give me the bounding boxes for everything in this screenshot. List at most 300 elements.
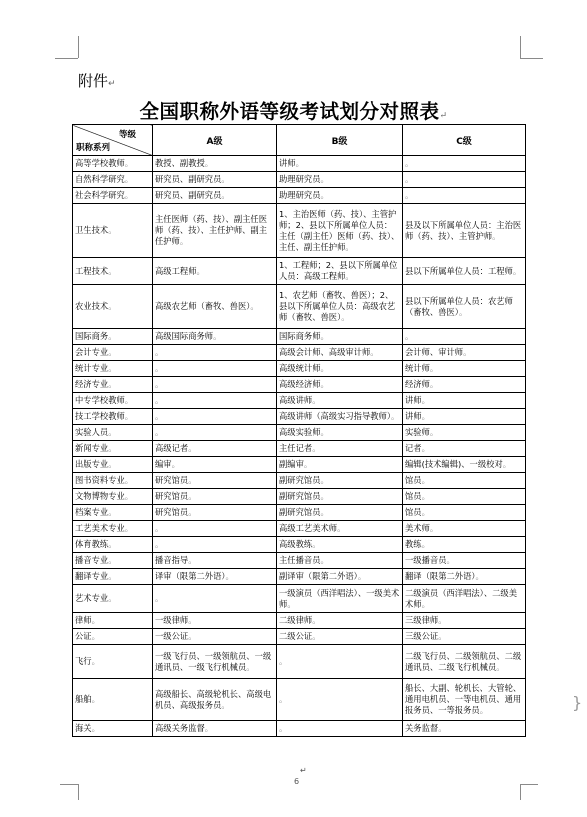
cell-series — [73, 329, 153, 345]
cell-text: 研究馆员 — [155, 491, 189, 501]
cell-c — [403, 613, 526, 629]
table-row — [73, 473, 526, 489]
cell-end-mark: 。 — [405, 174, 414, 184]
cell-end-mark: 。 — [91, 723, 100, 733]
cell-end-mark: 。 — [320, 475, 329, 485]
cell-end-mark: 。 — [155, 411, 164, 421]
cell-text: 艺术专业 — [75, 593, 109, 603]
cell-text: 经济专业 — [75, 379, 109, 389]
cell-text: 船舶 — [75, 694, 92, 704]
cell-text: 二级飞行员、二级领航员、二级通讯员、二级飞行机械员 — [405, 650, 522, 672]
table-row — [73, 329, 526, 345]
cell-text: 副研究馆员 — [279, 475, 321, 485]
cell-text: 高级关务监督 — [155, 723, 205, 733]
cell-text: 农业技术 — [75, 301, 109, 311]
page-number: 6 — [294, 777, 300, 786]
cell-text: 研究馆员 — [155, 507, 189, 517]
cell-b — [277, 361, 403, 377]
cell-a — [153, 521, 277, 537]
cell-text: 讲师 — [405, 395, 422, 405]
cell-end-mark: 。 — [155, 539, 164, 549]
cell-b — [277, 629, 403, 645]
attachment-text: 附件 — [78, 72, 109, 90]
cell-series — [73, 457, 153, 473]
cell-end-mark: 。 — [295, 158, 304, 168]
cell-end-mark: 。 — [279, 694, 288, 704]
cell-a — [153, 172, 277, 188]
cell-text: 县以下所属单位人员：农艺师（畜牧、兽医） — [405, 295, 513, 317]
cell-text: 高级会计师、高级审计师 — [279, 347, 371, 357]
cell-b — [277, 721, 403, 737]
cell-end-mark: 。 — [341, 312, 350, 322]
cell-text: 卫生技术 — [75, 225, 109, 235]
cell-text: 中专学校教师 — [75, 395, 125, 405]
cell-text: 实验人员 — [75, 427, 109, 437]
table-row — [73, 204, 526, 258]
cell-c — [403, 721, 526, 737]
cell-text: 一级飞行员、一级领航员、一级通讯员、一级飞行机械员 — [155, 650, 272, 672]
cell-a — [153, 188, 277, 204]
cell-b — [277, 393, 403, 409]
cell-end-mark: 。 — [91, 656, 100, 666]
cell-end-mark: 。 — [155, 427, 164, 437]
cell-text: 美术师 — [405, 523, 430, 533]
cell-end-mark: 。 — [357, 571, 367, 581]
cell-text: 图书资料专业 — [75, 475, 125, 485]
paragraph-mark: ↵ — [108, 79, 116, 89]
cell-end-mark: 。 — [312, 443, 321, 453]
cell-b — [277, 156, 403, 172]
title-paragraph-mark: ↵ — [439, 111, 448, 121]
cell-end-mark: 。 — [155, 379, 164, 389]
crop-mark-top-left-v — [78, 36, 79, 58]
cell-end-mark: 。 — [320, 331, 329, 341]
cell-b — [277, 537, 403, 553]
cell-b — [277, 345, 403, 361]
cell-b — [277, 409, 403, 425]
cell-end-mark: 。 — [492, 230, 501, 241]
cell-b — [277, 258, 403, 285]
cell-end-mark: 。 — [108, 539, 117, 549]
cell-text: 研究员、副研究员 — [155, 174, 222, 184]
cell-text: 主任播音员 — [279, 555, 321, 565]
cell-a — [153, 645, 277, 679]
cell-end-mark: 。 — [312, 539, 321, 549]
cell-end-mark: 。 — [475, 571, 484, 581]
cell-end-mark: 。 — [225, 571, 234, 581]
cell-end-mark: 。 — [108, 301, 117, 311]
cell-end-mark: 。 — [221, 190, 230, 200]
cell-end-mark: 。 — [108, 363, 117, 373]
cell-text: 副编审 — [279, 459, 304, 469]
table-row — [73, 629, 526, 645]
cell-end-mark: 。 — [345, 241, 354, 252]
cell-end-mark: 。 — [188, 555, 197, 565]
cell-text: 县及以下所属单位人员：主治医师（药、技）、主管护师 — [405, 219, 522, 241]
cell-end-mark: 。 — [320, 427, 329, 437]
cell-end-mark: 。 — [479, 705, 488, 715]
table-row — [73, 285, 526, 329]
cell-c — [403, 569, 526, 585]
cell-end-mark: 。 — [405, 190, 414, 200]
cell-text: 1、农艺师（畜牧、兽医）；2、县以下所属单位人员：高级农艺师（畜牧、兽医） — [279, 290, 396, 322]
cell-end-mark: 。 — [188, 443, 197, 453]
cell-b — [277, 521, 403, 537]
cell-end-mark: 。 — [108, 555, 117, 565]
cell-text: 一级律师 — [155, 615, 189, 625]
cell-text: 高级船长、高级轮机长、高级电机员、高级报务员 — [155, 688, 272, 710]
cell-end-mark: 。 — [124, 190, 134, 200]
cell-end-mark: 。 — [108, 427, 117, 437]
cell-text: 研究员、副研究员 — [155, 190, 222, 200]
crop-mark-bottom-left-h — [60, 784, 78, 785]
cell-text: 馆员 — [405, 491, 422, 501]
cell-text: 国际商务 — [75, 331, 109, 341]
cell-series — [73, 473, 153, 489]
cell-a — [153, 457, 277, 473]
cell-a — [153, 679, 277, 721]
cell-text: 律师 — [75, 615, 92, 625]
cell-a — [153, 285, 277, 329]
cell-a — [153, 204, 277, 258]
cell-end-mark: 。 — [312, 631, 321, 641]
cell-b — [277, 329, 403, 345]
cell-end-mark: 。 — [188, 631, 197, 641]
cell-text: 副研究馆员 — [279, 491, 321, 501]
cell-text: 主任记者 — [279, 443, 313, 453]
cell-series — [73, 489, 153, 505]
cell-text: 编审 — [155, 459, 172, 469]
cell-c — [403, 553, 526, 569]
table-row — [73, 679, 526, 721]
cell-text: 国际商务师 — [279, 331, 321, 341]
cell-text: 高级记者 — [155, 443, 189, 453]
cell-end-mark: 。 — [421, 539, 430, 549]
cell-series — [73, 345, 153, 361]
cell-series — [73, 613, 153, 629]
cell-end-mark: 。 — [91, 631, 100, 641]
cell-series — [73, 505, 153, 521]
cell-end-mark: 。 — [320, 555, 329, 565]
cell-c — [403, 489, 526, 505]
cell-end-mark: 。 — [108, 265, 117, 276]
cell-series — [73, 425, 153, 441]
cell-c — [403, 377, 526, 393]
cell-end-mark: 。 — [312, 615, 321, 625]
cell-text: 二级律师 — [279, 615, 313, 625]
attachment-label — [78, 70, 116, 91]
cell-c — [403, 156, 526, 172]
cell-text: 讲师 — [405, 411, 422, 421]
cell-text: 记者 — [405, 443, 422, 453]
cell-a — [153, 409, 277, 425]
cell-end-mark: 。 — [421, 443, 430, 453]
cell-b — [277, 204, 403, 258]
table-row — [73, 505, 526, 521]
header-diagonal-cell — [73, 125, 153, 156]
cell-c — [403, 645, 526, 679]
table-row — [73, 645, 526, 679]
table-row — [73, 425, 526, 441]
cell-text: 高级实验师 — [279, 427, 321, 437]
title-text: 全国职称外语等级考试划分对照表 — [139, 100, 440, 123]
cell-series — [73, 537, 153, 553]
cell-end-mark: 。 — [405, 158, 414, 168]
cell-end-mark: 。 — [496, 661, 505, 672]
cell-text: 一级播音员 — [405, 555, 447, 565]
table-row — [73, 569, 526, 585]
crop-mark-top-right-h — [520, 58, 543, 59]
cell-text: 译审（限第二外语） — [155, 571, 226, 581]
header-col-a: A级 — [153, 125, 277, 156]
cell-end-mark: 。 — [196, 265, 205, 276]
cell-end-mark: 。 — [512, 265, 522, 276]
cell-end-mark: 。 — [345, 271, 354, 281]
cell-c — [403, 188, 526, 204]
cell-b — [277, 172, 403, 188]
cell-text: 助理研究员 — [279, 190, 321, 200]
cell-text: 体育教练 — [75, 539, 109, 549]
cell-end-mark: 。 — [320, 507, 329, 517]
cell-a — [153, 258, 277, 285]
cell-c — [403, 393, 526, 409]
cell-text: 海关 — [75, 723, 92, 733]
cell-a — [153, 377, 277, 393]
cell-a — [153, 721, 277, 737]
cell-end-mark: 。 — [91, 694, 100, 704]
table-row — [73, 393, 526, 409]
header-col-c: C级 — [403, 125, 526, 156]
cell-a — [153, 505, 277, 521]
cell-series — [73, 361, 153, 377]
cell-text: 实验师 — [405, 427, 430, 437]
cell-c — [403, 441, 526, 457]
cell-a — [153, 473, 277, 489]
table-row — [73, 457, 526, 473]
cell-b — [277, 613, 403, 629]
cell-end-mark: 。 — [421, 475, 430, 485]
cell-end-mark: 。 — [429, 363, 439, 373]
cell-c — [403, 258, 526, 285]
cell-text: 关务监督 — [405, 723, 439, 733]
cell-b — [277, 457, 403, 473]
cell-end-mark: 。 — [155, 395, 164, 405]
cell-series — [73, 393, 153, 409]
cell-end-mark: 。 — [108, 225, 117, 235]
cell-a — [153, 393, 277, 409]
cell-text: 讲师 — [279, 158, 296, 168]
table-row — [73, 721, 526, 737]
cell-end-mark: 。 — [124, 174, 134, 184]
cell-end-mark: 。 — [421, 507, 430, 517]
cell-end-mark: 。 — [250, 301, 259, 311]
table-row — [73, 441, 526, 457]
cell-end-mark: 。 — [429, 379, 439, 389]
cell-end-mark: 。 — [320, 491, 329, 501]
cell-end-mark: 。 — [279, 723, 288, 733]
cell-b — [277, 505, 403, 521]
header-col-b: B级 — [277, 125, 403, 156]
cell-end-mark: 。 — [421, 598, 430, 609]
cell-text: 播音专业 — [75, 555, 109, 565]
cell-end-mark: 。 — [370, 347, 379, 357]
cell-text: 公证 — [75, 631, 92, 641]
cell-text: 主任医师（药、技）、副主任医师（药、技）、主任护师、副主任护师 — [155, 214, 268, 246]
crop-mark-bottom-right-h — [520, 784, 538, 785]
cell-end-mark: 。 — [179, 236, 189, 246]
table-header-row — [73, 125, 526, 156]
page-paragraph-mark: ↵ — [300, 766, 307, 775]
cell-text: 经济师 — [405, 379, 430, 389]
cell-text: 研究馆员 — [155, 475, 189, 485]
header-series-label: 职称系列 — [76, 143, 111, 153]
cell-end-mark: 。 — [124, 411, 134, 421]
cell-c — [403, 473, 526, 489]
cell-end-mark: 。 — [246, 661, 255, 672]
cell-b — [277, 188, 403, 204]
cell-b — [277, 645, 403, 679]
cell-end-mark: 。 — [108, 593, 117, 603]
cell-end-mark: 。 — [421, 491, 430, 501]
cell-c — [403, 679, 526, 721]
cell-series — [73, 172, 153, 188]
cell-text: 高级农艺师（畜牧、兽医） — [155, 301, 251, 311]
table-row — [73, 585, 526, 613]
cell-end-mark: 。 — [155, 593, 164, 603]
cell-end-mark: 。 — [463, 347, 472, 357]
cell-text: 文物博物专业 — [75, 491, 125, 501]
cell-b — [277, 569, 403, 585]
cell-a — [153, 569, 277, 585]
cell-end-mark: 。 — [188, 507, 197, 517]
cell-c — [403, 409, 526, 425]
crop-mark-bottom-left-v — [78, 784, 79, 800]
cell-end-mark: 。 — [421, 411, 430, 421]
cell-end-mark: 。 — [124, 158, 134, 168]
cell-text: 1、工程师；2、县以下所属单位人员：高级工程师 — [279, 260, 398, 281]
cell-a — [153, 156, 277, 172]
cell-b — [277, 425, 403, 441]
cell-series — [73, 679, 153, 721]
table-row — [73, 553, 526, 569]
cell-end-mark: 。 — [108, 347, 117, 357]
cell-end-mark: 。 — [438, 631, 447, 641]
cell-end-mark: 。 — [391, 411, 400, 421]
cell-text: 高级统计师 — [279, 363, 321, 373]
cell-c — [403, 629, 526, 645]
cell-text: 高级教练 — [279, 539, 313, 549]
cell-text: 教练 — [405, 539, 422, 549]
cell-end-mark: 。 — [337, 523, 346, 533]
table-row — [73, 613, 526, 629]
cell-c — [403, 329, 526, 345]
cell-text: 二级公证 — [279, 631, 313, 641]
table-row — [73, 172, 526, 188]
cell-c — [403, 204, 526, 258]
cell-a — [153, 629, 277, 645]
cell-series — [73, 569, 153, 585]
cell-end-mark: 。 — [221, 174, 230, 184]
cell-end-mark: 。 — [155, 363, 164, 373]
cell-text: 二级演员（西洋唱法）、二级美术师 — [405, 587, 518, 609]
cell-series — [73, 553, 153, 569]
cell-series — [73, 521, 153, 537]
cell-series — [73, 258, 153, 285]
cell-a — [153, 537, 277, 553]
cell-text: 统计专业 — [75, 363, 109, 373]
cell-end-mark: 。 — [429, 427, 439, 437]
cell-end-mark: 。 — [458, 306, 468, 317]
cell-end-mark: 。 — [124, 523, 134, 533]
cell-end-mark: 。 — [91, 615, 100, 625]
table-row — [73, 537, 526, 553]
cell-text: 高级讲师（高级实习指导教师） — [279, 411, 392, 421]
cell-series — [73, 585, 153, 613]
cell-b — [277, 585, 403, 613]
cell-end-mark: 。 — [320, 379, 329, 389]
cell-b — [277, 377, 403, 393]
cell-end-mark: 。 — [124, 475, 134, 485]
table-row — [73, 521, 526, 537]
cell-text: 船长、大副、轮机长、大管轮、通用电机员、一等电机员、通用报务员、一等报务员 — [405, 683, 522, 715]
table-row — [73, 258, 526, 285]
comparison-table — [72, 124, 526, 737]
cell-end-mark: 。 — [438, 615, 447, 625]
cell-text: 会计师、审计师 — [405, 347, 464, 357]
cell-end-mark: 。 — [155, 523, 164, 533]
cell-b — [277, 679, 403, 721]
cell-c — [403, 361, 526, 377]
cell-end-mark: 。 — [108, 331, 117, 341]
cell-a — [153, 613, 277, 629]
table-row — [73, 377, 526, 393]
cell-series — [73, 721, 153, 737]
table-row — [73, 489, 526, 505]
cell-text: 高级国际商务师 — [155, 331, 214, 341]
cell-text: 高级经济师 — [279, 379, 321, 389]
cell-text: 教授、副教授 — [155, 158, 205, 168]
cell-end-mark: 。 — [320, 190, 329, 200]
cell-b — [277, 285, 403, 329]
cell-text: 馆员 — [405, 475, 422, 485]
cell-series — [73, 629, 153, 645]
crop-mark-top-right-v — [520, 36, 521, 58]
table-body — [73, 156, 526, 737]
cell-b — [277, 553, 403, 569]
cell-text: 会计专业 — [75, 347, 109, 357]
cell-b — [277, 473, 403, 489]
cell-end-mark: 。 — [188, 491, 197, 501]
cell-c — [403, 585, 526, 613]
cell-end-mark: 。 — [320, 174, 329, 184]
cell-text: 高级工艺美术师 — [279, 523, 338, 533]
cell-c — [403, 285, 526, 329]
cell-text: 翻译（限第二外语） — [405, 571, 476, 581]
page-title — [0, 96, 587, 124]
cell-c — [403, 537, 526, 553]
cell-text: 飞行 — [75, 656, 92, 666]
cell-text: 副研究馆员 — [279, 507, 321, 517]
cell-end-mark: 。 — [188, 615, 197, 625]
cell-a — [153, 345, 277, 361]
cell-end-mark: 。 — [108, 507, 117, 517]
cell-end-mark: 。 — [446, 555, 455, 565]
cell-text: 出版专业 — [75, 459, 109, 469]
cell-end-mark: 。 — [502, 459, 512, 469]
cell-a — [153, 553, 277, 569]
cell-text: 社会科学研究 — [75, 190, 125, 200]
cell-end-mark: 。 — [279, 656, 288, 666]
